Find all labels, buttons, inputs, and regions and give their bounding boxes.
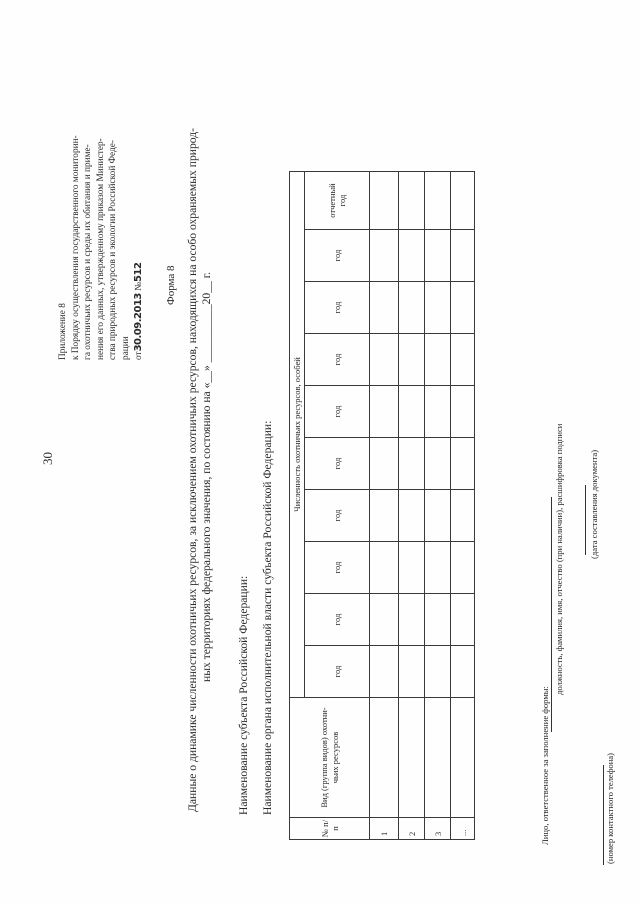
table-cell [451,490,475,542]
table-cell [425,282,451,334]
table-cell [399,438,425,490]
responsible-caption: должность, фамилия, имя, отчество (при наличии), расшифровка подписи [554,423,564,695]
table-cell [425,542,451,594]
responsible-signature-line [551,497,552,732]
table-cell [399,230,425,282]
year-header: год [305,282,370,334]
phone-line [603,765,604,865]
table-cell [370,230,399,282]
table-cell [370,172,399,230]
date-caption: (дата составления документа) [589,449,599,559]
table-cell [425,172,451,230]
table-cell [399,698,425,818]
responsible-label: Лицо, ответственное за заполнение формы: [540,686,550,845]
table-cell [370,594,399,646]
table-header-row [290,172,305,840]
table-cell [370,438,399,490]
title-line-2: ных территориях федерального значения, по состоянию на «__» __________20__ г. [199,271,213,682]
handwritten-number: 512 [132,262,144,282]
appendix-line: к Порядку осуществления государственного мониторин- [70,135,81,360]
date-line [585,485,586,555]
year-header: год [305,646,370,698]
year-header: год [305,334,370,386]
row-number: 3 [425,818,451,840]
table-cell [399,646,425,698]
row-number: 1 [370,818,399,840]
table-cell [425,230,451,282]
table-cell [370,646,399,698]
form-label: Форма 8 [165,265,177,305]
year-header: год [305,386,370,438]
table-cell [451,334,475,386]
document-title [186,112,213,812]
phone-caption: (номер контактного телефона) [605,753,615,864]
subject-label: Наименование субъекта Российской Федерации: [237,575,250,815]
year-header: год [305,542,370,594]
table-cell [425,334,451,386]
appendix-line: рации [120,336,131,360]
table-cell [370,386,399,438]
table-cell [425,594,451,646]
table-cell [425,698,451,818]
appendix-block [57,40,145,360]
col-kind-header-line: чьих ресурсов [329,731,340,784]
table-row [370,172,399,840]
title-line-1: Данные о динамике численности охотничьих ресурсов, за исключением охотничьих ресурсов, находящихся на особо охраняемых природ- [186,128,199,812]
table-cell [399,172,425,230]
table-row [425,172,451,840]
table-cell [425,438,451,490]
handwritten-date: 30.09.2013 [132,293,144,352]
col-kind-header-line: Вид (группа видов) охотни- [318,707,329,808]
reporting-year-line: отчетный [327,183,337,218]
table-body [370,172,475,840]
table-cell [425,386,451,438]
appendix-line: ства природных ресурсов и экологии Российской Феде- [108,140,119,360]
table-cell [451,386,475,438]
table-cell [370,490,399,542]
col-kind-header [290,698,370,818]
reporting-year-header [305,172,370,230]
col-num-header: № п/п [290,818,370,840]
appendix-date-line [133,40,146,360]
table-cell [451,230,475,282]
table-cell [451,438,475,490]
table-row [399,172,425,840]
reporting-year-line: год [337,194,347,207]
table-cell [399,594,425,646]
table-row [451,172,475,840]
appendix-line: нения его данных, утвержденному приказом Министер- [95,138,106,360]
table-cell [451,698,475,818]
table-cell [451,282,475,334]
group-header: Численность охотничьих ресурсов, особей [290,172,305,698]
table-cell [370,542,399,594]
table-cell [370,282,399,334]
appendix-line: га охотничьих ресурсов и среды их обитания и приме- [83,144,94,360]
table-cell [451,542,475,594]
year-header: год [305,594,370,646]
appendix-line: Приложение 8 [58,303,68,360]
page-number: 30 [40,452,55,465]
table-cell [399,542,425,594]
table-cell [399,282,425,334]
table-cell [451,646,475,698]
year-header: год [305,490,370,542]
row-number: ... [451,818,475,840]
table-cell [399,386,425,438]
table-cell [399,490,425,542]
table-cell [399,334,425,386]
organ-label: Наименование органа исполнительной власти субъекта Российской Федерации: [261,420,274,815]
table-cell [370,698,399,818]
table-cell [425,490,451,542]
data-table [289,171,475,840]
number-prefix: № [133,281,144,291]
year-header: год [305,230,370,282]
date-prefix: от [133,351,144,360]
table-cell [451,594,475,646]
table-cell [451,172,475,230]
table-cell [425,646,451,698]
table-cell [370,334,399,386]
year-header: год [305,438,370,490]
row-number: 2 [399,818,425,840]
